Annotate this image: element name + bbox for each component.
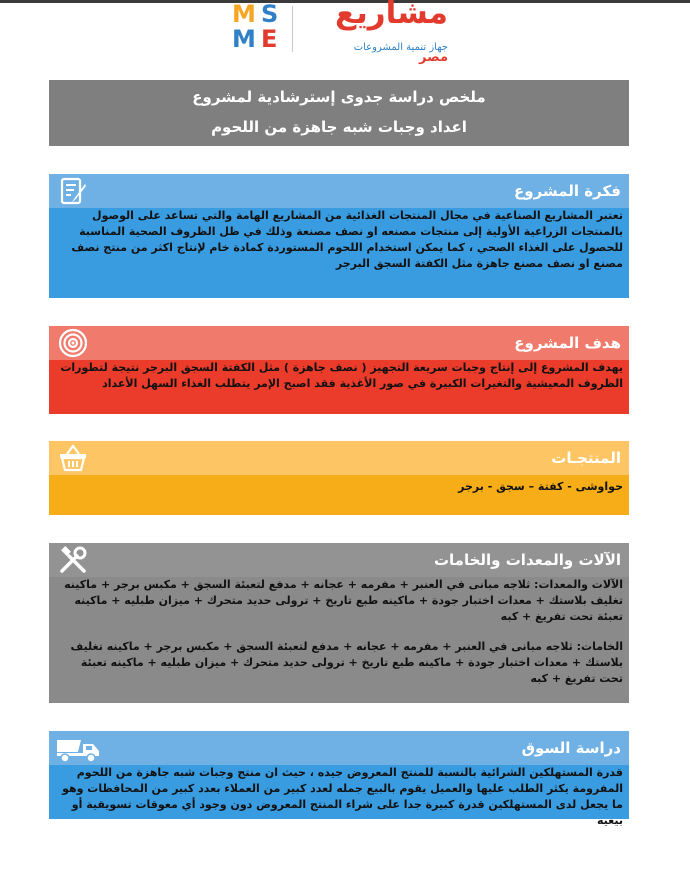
section-project-goal <box>49 326 629 414</box>
section-project-idea <box>49 174 629 298</box>
title-line-2: اعداد وجبات شبه جاهزة من اللحوم <box>211 118 467 136</box>
section-market-study <box>49 731 629 827</box>
logo-tagline: جهاز تنمية المشروعات <box>353 42 448 53</box>
section-title: الآلات والمعدات والخامات <box>433 551 621 569</box>
logo-divider <box>292 6 293 52</box>
logo-letter-m2: M <box>232 25 256 53</box>
materials-text: الخامات: ثلاجه مبانى في العنبر + مفرمه + عجانه + مدفع لتعبئة السجق + مكبس برجر + ماكينه تغليف بلاستك + معدات اختبار جودة + ماكينه طبع تاريخ + ترولى حديد متحرك + ميزان طبليه + ماكينه تعبئة تحت تفريغ + كبه <box>70 640 623 685</box>
equipment-text: الآلات والمعدات: ثلاجه مبانى في العنبر + مفرمه + عجانه + مدفع لتعبئة السجق + مكبس برجر + ماكينه تغليف بلاستك + معدات اختبار جودة + ماكينه طبع تاريخ + ترولى حديد متحرك + ميزان طبليه + ماكينه تعبئة تحت تفريغ + كبه <box>64 578 623 623</box>
section-header <box>49 174 629 208</box>
idea-text: تعتبر المشاريع الصناعية في مجال المنتجات الغذائية من المشاريع الهامة والتي تساعد على الوصول بالمنتجات الزراعية الأولية إلى منتجات مصنعه او نصف مصنعة وذلك في ظل الظروف الصحية المناسبة للحصول على الغذاء الصحي ، كما يمكن استخدام اللحوم المستوردة كمادة خام لإنتاج اكثر من منتج نصف مصنع او نصف مصنع جاهزة مثل الكفتة السجق البرجر <box>71 209 623 270</box>
section-title: دراسة السوق <box>521 739 621 757</box>
section-body <box>49 208 629 298</box>
section-title: المنتجـات <box>551 449 621 467</box>
logo-letter-m1: M <box>232 0 256 28</box>
document-title-box <box>49 80 629 146</box>
section-title: فكرة المشروع <box>514 182 621 200</box>
section-body <box>49 360 629 414</box>
title-line-1: ملخص دراسة جدوى إسترشادية لمشروع <box>192 88 486 106</box>
tools-icon <box>57 544 89 576</box>
section-header <box>49 731 629 765</box>
section-title: هدف المشروع <box>514 334 621 352</box>
dump-truck-icon <box>55 732 101 764</box>
section-products <box>49 441 629 515</box>
notepad-pencil-icon <box>57 175 89 207</box>
logo-arabic-main: مشاريع <box>334 0 448 31</box>
products-text: حواوشى - كفتة – سجق - برجر <box>458 480 623 493</box>
msme-logo-mark <box>232 2 288 52</box>
section-header <box>49 441 629 475</box>
logo <box>232 0 462 65</box>
basket-icon <box>57 442 89 474</box>
logo-arabic-name <box>298 0 448 77</box>
section-body <box>49 475 629 515</box>
goal-text: يهدف المشروع إلى إنتاج وجبات سريعة التجهيز ( نصف جاهزة ) مثل الكفتة السجق البرجر نتيجة لتطورات الظروف المعيشية والتغيرات الكبيرة في صور الأغذية فقد اصبح الإمر يتطلب الغذاء السهل الأعداد <box>60 361 623 390</box>
section-header <box>49 543 629 577</box>
market-text: قدرة المستهلكين الشرائية بالنسبة للمنتج المعروض جيده ، حيث ان منتج وجبات شبه جاهزة من اللحوم المفرومة يكثر الطلب عليها والعميل يقوم بالبيع جمله لعدد كبير من العملاء بعدد كبير من المحافظات وهو ما يجعل لدى المستهلكين قدرة كبيرة جدا على شراء المنتج المعروض دون وجود أي معوقات تسويقية أو بيعيه <box>62 766 623 827</box>
section-body <box>49 577 629 703</box>
section-body <box>49 765 629 827</box>
section-header <box>49 326 629 360</box>
logo-letter-s: S <box>261 0 279 28</box>
target-icon <box>57 327 89 359</box>
section-equipment-materials <box>49 543 629 703</box>
logo-letter-e: E <box>261 25 278 53</box>
logo-arabic-sub: مصر <box>419 50 448 65</box>
